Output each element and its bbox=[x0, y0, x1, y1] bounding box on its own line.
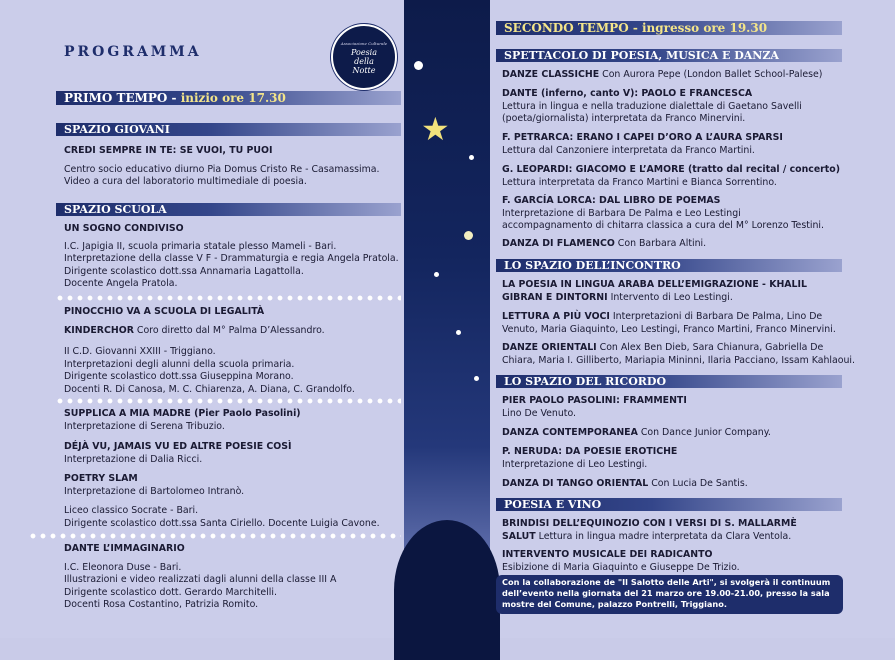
hill-silhouette bbox=[394, 520, 500, 660]
kinderchor-section: KINDERCHOR Coro diretto dal M° Palma D’Alessandro. bbox=[64, 325, 325, 336]
star-dot-icon bbox=[434, 272, 439, 277]
ricordo-bar: LO SPAZIO DEL RICORDO bbox=[496, 375, 842, 388]
contemporanea-section: DANZA CONTEMPORANEA Con Dance Junior Company. bbox=[502, 427, 771, 438]
danze-classiche-section: DANZE CLASSICHE Con Aurora Pepe (London Ballet School-Palese) bbox=[502, 69, 823, 80]
leopardi-section: G. LEOPARDI: GIACOMO E L’AMORE (tratto dal recital / concerto) Lettura interpretata da Franco Martini e Bianca Sorrentino. bbox=[502, 164, 841, 188]
primo-tempo-bar: PRIMO TEMPO - inizio ore 17.30 bbox=[56, 91, 401, 105]
dotted-divider bbox=[55, 295, 401, 301]
star-icon: ★ bbox=[421, 110, 450, 148]
page-title: PROGRAMMA bbox=[64, 44, 202, 60]
star-dot-icon bbox=[456, 330, 461, 335]
pasolini-section: PIER PAOLO PASOLINI: FRAMMENTI Lino De Venuto. bbox=[502, 395, 687, 419]
poesia-vino-bar: POESIA E VINO bbox=[496, 498, 842, 511]
araba-section: LA POESIA IN LINGUA ARABA DELL’EMIGRAZIONE - KHALIL GIBRAN E DINTORNI Intervento di Leo Lestingi. bbox=[502, 279, 807, 303]
petrarca-section: F. PETRARCA: ERANO I CAPEI D’ORO A L’AURA SPARSI Lettura dal Canzoniere interpretata da Franco Martini. bbox=[502, 132, 783, 156]
neruda-section: P. NERUDA: DA POESIE EROTICHE Interpretazione di Leo Lestingi. bbox=[502, 446, 678, 470]
spazio-scuola-bar: SPAZIO SCUOLA bbox=[56, 203, 401, 216]
credi-section: CREDI SEMPRE IN TE: SE VUOI, TU PUOI Centro socio educativo diurno Pia Domus Cristo Re - Casamassima. Video a cura del laboratorio multimediale di poesia. bbox=[64, 145, 380, 188]
sogno-section: UN SOGNO CONDIVISO I.C. Japigia II, scuola primaria statale plesso Mameli - Bari. Interpretazione della classe V F - Drammaturgia e regia Angela Pratola. Dirigente scolastico dott.ssa Annamaria Lagattolla. Docente Angela Pratola. bbox=[64, 223, 399, 290]
lettura-section: LETTURA A PIÙ VOCI Interpretazioni di Barbara De Palma, Lino De Venuto, Maria Giaquinto, Leo Lestingi, Franco Martini, Franco Minervini. bbox=[502, 311, 836, 335]
pinocchio-section: PINOCCHIO VA A SCUOLA DI LEGALITÀ bbox=[64, 306, 265, 317]
star-dot-icon bbox=[464, 231, 473, 240]
star-dot-icon bbox=[469, 155, 474, 160]
star-dot-icon bbox=[474, 376, 479, 381]
night-sky-strip bbox=[404, 0, 490, 638]
radicanto-section: INTERVENTO MUSICALE DEI RADICANTO Esibizione di Maria Giaquinto e Giuseppe De Trizio. bbox=[502, 549, 740, 573]
incontro-bar: LO SPAZIO DELL’INCONTRO bbox=[496, 259, 842, 272]
deja-section: DÉJÀ VU, JAMAIS VU ED ALTRE POESIE COSÌ Interpretazione di Dalia Ricci. bbox=[64, 441, 292, 465]
moon-dot-icon bbox=[414, 61, 423, 70]
circolo-section: II C.D. Giovanni XXIII - Triggiano. Interpretazioni degli alunni della scuola primaria. Dirigente scolastico dott.ssa Giuseppina Morano. Docenti R. Di Canosa, M. C. Chiarenza, A. Diana, C. Grandolfo. bbox=[64, 346, 355, 395]
orientali-section: DANZE ORIENTALI Con Alex Ben Dieb, Sara Chianura, Gabriella De Chiara, Maria I. Gilliberto, Mariapia Mininni, Ilaria Pacciano, Issam Kahlaoui. bbox=[502, 342, 856, 366]
spazio-giovani-bar: SPAZIO GIOVANI bbox=[56, 123, 401, 136]
brindisi-section: BRINDISI DELL’EQUINOZIO CON I VERSI DI S. MALLARMÈ SALUT Lettura in lingua madre interpretata da Clara Ventola. bbox=[502, 518, 797, 542]
lorca-section: F. GARCÍA LORCA: DAL LIBRO DE POEMAS Interpretazione di Barbara De Palma e Leo Lestingi accompagnamento di chitarra classica a cura del M° Lorenzo Testini. bbox=[502, 195, 825, 232]
secondo-tempo-bar: SECONDO TEMPO - ingresso ore 19.30 bbox=[496, 21, 842, 35]
liceo-section: Liceo classico Socrate - Bari. Dirigente scolastico dott.ssa Santa Ciriello. Docente Luigia Cavone. bbox=[64, 505, 380, 529]
dotted-divider bbox=[55, 398, 401, 404]
flamenco-section: DANZA DI FLAMENCO Con Barbara Altini. bbox=[502, 238, 707, 249]
dante-inferno-section: DANTE (inferno, canto V): PAOLO E FRANCESCA Lettura in lingua e nella traduzione dialettale di Gaetano Savelli (poeta/giornalista) interpretata da Franco Minervini. bbox=[502, 88, 802, 125]
dotted-divider bbox=[28, 533, 401, 539]
spettacolo-bar: SPETTACOLO DI POESIA, MUSICA E DANZA bbox=[496, 49, 842, 62]
tango-section: DANZA DI TANGO ORIENTAL Con Lucia De Santis. bbox=[502, 478, 748, 489]
supplica-section: SUPPLICA A MIA MADRE (Pier Paolo Pasolini) Interpretazione di Serena Tribuzio. bbox=[64, 408, 301, 432]
dante-immaginario-section: DANTE L’IMMAGINARIO I.C. Eleonora Duse - Bari. Illustrazioni e video realizzati dagli alunni della classe III A Dirigente scolastico dott. Gerardo Marchitelli. Docenti Rosa Costantino, Patrizia Romito. bbox=[64, 543, 337, 611]
poetry-night-logo: Associazione Culturale Poesia della Notte bbox=[331, 24, 397, 90]
collaboration-note: Con la collaborazione de "Il Salotto delle Arti", si svolgerà il continuum dell’evento nella giornata del 21 marzo ore 19.00-21.00, presso la sala mostre del Comune, palazzo Pontrelli, Triggiano. bbox=[496, 575, 843, 614]
slam-section: POETRY SLAM Interpretazione di Bartolomeo Intranò. bbox=[64, 473, 245, 497]
